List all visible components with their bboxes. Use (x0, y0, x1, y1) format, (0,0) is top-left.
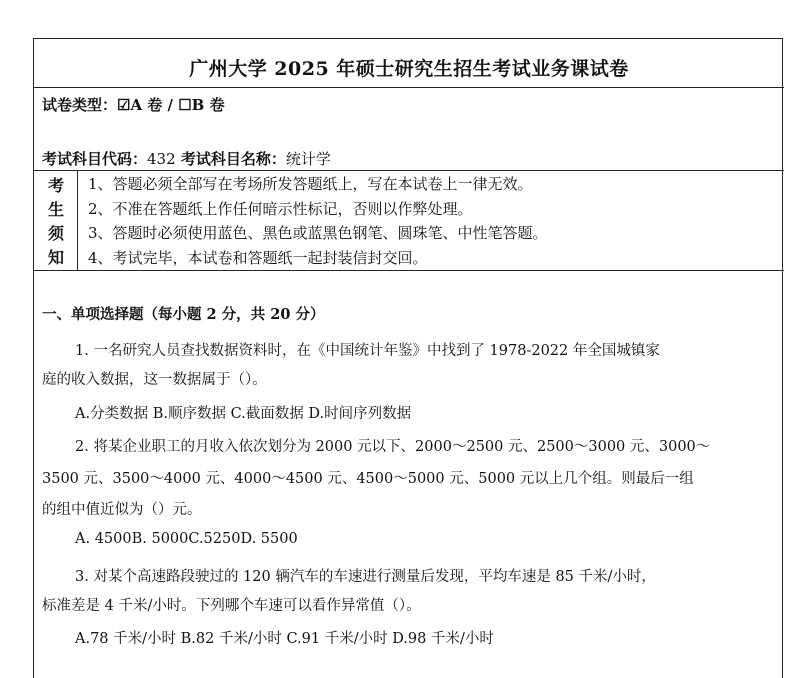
section-title: 一、单项选择题（每小题 2 分，共 20 分） (42, 306, 325, 323)
question-line: 标准差是 4 千米/小时。下列哪个车速可以看作异常值（）。 (42, 598, 421, 614)
subject-code: 432 (147, 150, 176, 168)
paper-type: 试卷类型：☑A 卷 / ☐B 卷 (42, 96, 225, 114)
question-line: 3500 元、3500～4000 元、4000～4500 元、4500～5000 元、5000 元以上几个组。则最后一组 (42, 471, 694, 487)
subject-name: 统计学 (285, 150, 331, 168)
question-line: 3. 对某个高速路段驶过的 120 辆汽车的车速进行测量后发现，平均车速是 85 千米/小时， (75, 569, 656, 585)
question-options: A. 4500B. 5000C.5250D. 5500 (75, 531, 298, 547)
notice-label-char: 考 (47, 176, 64, 195)
notice-label (34, 170, 78, 270)
notice-item: 4、考试完毕，本试卷和答题纸一起封装信封交回。 (88, 248, 428, 267)
divider-line (34, 87, 784, 88)
exam-title: 广州大学 2025 年硕士研究生招生考试业务课试卷 (189, 58, 629, 80)
notice-label-char: 生 (47, 200, 64, 219)
question-options: A.分类数据 B.顺序数据 C.截面数据 D.时间序列数据 (75, 406, 412, 422)
question-line: 庭的收入数据，这一数据属于（）。 (42, 372, 267, 388)
notice-item: 2、不准在答题纸上作任何暗示性标记，否则以作弊处理。 (88, 199, 473, 218)
notice-item: 1、答题必须全部写在考场所发答题纸上，写在本试卷上一律无效。 (88, 175, 533, 193)
notice-list (88, 172, 548, 270)
divider-line (34, 270, 784, 271)
notice-label-char: 知 (47, 248, 64, 267)
question-line: 的组中值近似为（）元。 (42, 502, 202, 518)
question-line: 2. 将某企业职工的月收入依次划分为 2000 元以下、2000～2500 元、2500～3000 元、3000～ (75, 439, 711, 455)
subject-info (42, 148, 331, 169)
question-line: 1. 一名研究人员查找数据资料时，在《中国统计年鉴》中找到了 1978-2022 年全国城镇家 (75, 343, 660, 359)
divider-line (34, 170, 784, 171)
notice-label-char: 须 (47, 224, 64, 243)
subject-name-label: 考试科目名称： (175, 150, 286, 168)
subject-code-label: 考试科目代码： (42, 150, 148, 168)
question-options: A.78 千米/小时 B.82 千米/小时 C.91 千米/小时 D.98 千米/小时 (75, 631, 494, 647)
notice-item: 3、答题时必须使用蓝色、黑色或蓝黑色钢笔、圆珠笔、中性笔答题。 (88, 224, 548, 242)
